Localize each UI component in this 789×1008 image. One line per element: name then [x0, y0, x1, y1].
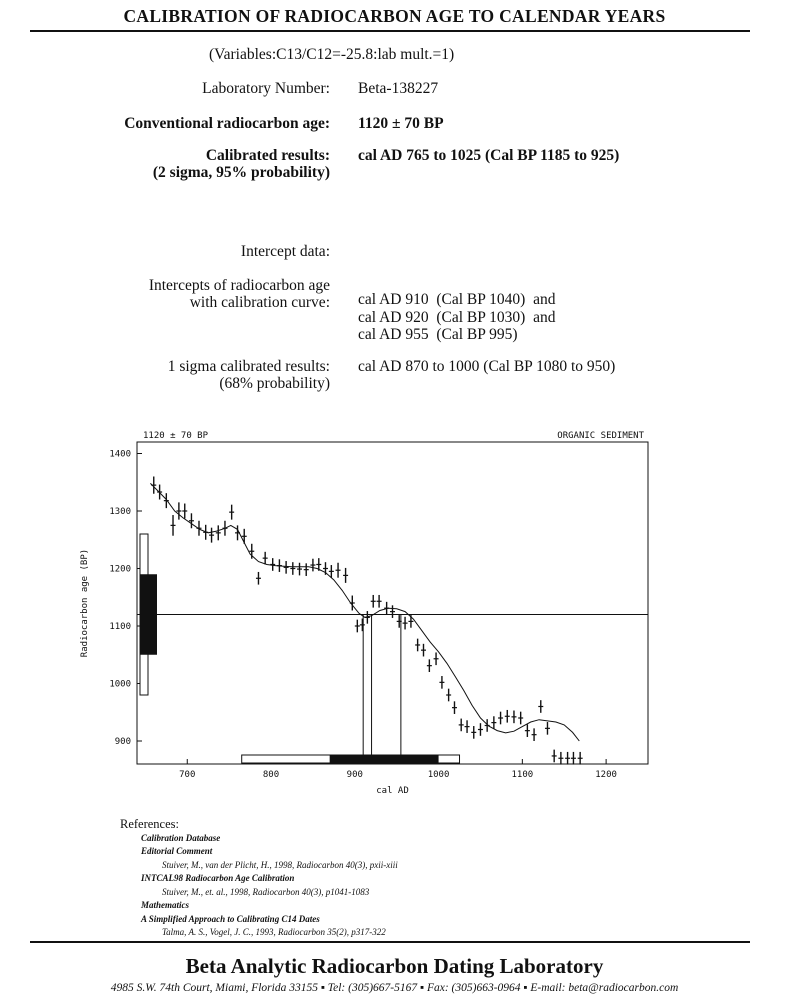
- data-point: [196, 521, 201, 536]
- data-point: [229, 505, 234, 520]
- y-axis-label: Radiocarbon age (BP): [80, 548, 90, 658]
- references-heading: References:: [120, 817, 179, 831]
- plot-frame: [137, 442, 648, 764]
- data-point: [408, 615, 413, 628]
- data-point: [297, 563, 302, 576]
- reference-title: A Simplified Approach to Calibrating C14 Dates: [141, 913, 320, 924]
- intercept-data-label: Intercept data:: [240, 243, 330, 260]
- data-point: [532, 728, 537, 741]
- calibration-chart: [60, 424, 660, 804]
- reference-title: Mathematics: [141, 900, 190, 910]
- references: [120, 818, 398, 940]
- y-tick-label: 1300: [109, 507, 131, 517]
- lab-name: Beta Analytic Radiocarbon Dating Laboratory: [185, 954, 604, 978]
- data-point: [571, 752, 576, 765]
- y-tick-label: 900: [114, 737, 131, 747]
- data-point: [203, 525, 208, 540]
- data-point: [235, 525, 240, 540]
- intercepts-label: Intercepts of radiocarbon age: [148, 277, 330, 294]
- conventional-age-value: 1120 ± 70 BP: [358, 115, 444, 132]
- data-point: [427, 659, 432, 672]
- calibrated-results-value: cal AD 765 to 1025 (Cal BP 1185 to 925): [358, 147, 620, 164]
- data-point: [552, 750, 557, 763]
- reference-title: Editorial Comment: [141, 846, 213, 856]
- calibrated-results-sublabel: (2 sigma, 95% probability): [152, 164, 330, 181]
- data-point: [350, 596, 355, 611]
- sigma1-sublabel: (68% probability): [219, 375, 330, 392]
- data-point: [403, 617, 408, 630]
- data-point: [310, 559, 315, 572]
- data-point: [558, 752, 563, 765]
- data-point: [182, 504, 187, 519]
- data-point: [390, 605, 395, 618]
- data-point: [452, 701, 457, 714]
- reference-citation: Stuiver, M., van der Plicht, H., 1998, Radiocarbon 40(3), pxii-xiii: [162, 859, 398, 870]
- data-point: [270, 558, 275, 571]
- data-point: [323, 562, 328, 575]
- data-point: [439, 676, 444, 689]
- x-tick-label: 700: [179, 770, 196, 780]
- data-point: [525, 724, 530, 737]
- x-tick-label: 1100: [511, 770, 534, 780]
- data-point: [189, 513, 194, 528]
- lab-number-label: Laboratory Number:: [202, 80, 330, 97]
- data-point: [164, 493, 169, 508]
- variables-line: (Variables:C13/C12=-25.8:lab mult.=1): [209, 46, 455, 63]
- chart-header-left: 1120 ± 70 BP: [143, 431, 209, 441]
- data-point: [343, 568, 348, 583]
- data-point: [209, 528, 214, 543]
- lab-address: 4985 S.W. 74th Court, Miami, Florida 33155 ▪ Tel: (305)667-5167 ▪ Fax: (305)663-0964 ▪ E-mail: beta@radiocarbon.com: [110, 982, 679, 994]
- data-point: [465, 720, 470, 733]
- data-point: [284, 561, 289, 574]
- data-point: [565, 752, 570, 765]
- intercepts-sublabel: with calibration curve:: [189, 294, 330, 311]
- data-point: [157, 485, 162, 500]
- data-point: [578, 752, 583, 765]
- y-tick-label: 1400: [109, 449, 131, 460]
- x-tick-label: 900: [346, 770, 363, 780]
- reference-title: INTCAL98 Radiocarbon Age Calibration: [141, 873, 295, 883]
- data-point: [360, 619, 365, 632]
- y-tick-label: 1200: [109, 564, 131, 575]
- calibrated-results-label: Calibrated results:: [205, 147, 330, 164]
- page-title: CALIBRATION OF RADIOCARBON AGE TO CALENDAR YEARS: [123, 6, 666, 26]
- reference-citation: Stuiver, M., et. al., 1998, Radiocarbon 40(3), p1041-1083: [162, 886, 370, 897]
- data-point: [415, 639, 420, 652]
- intercept-value-3: cal AD 955 (Cal BP 995): [358, 326, 518, 343]
- data-point: [498, 712, 503, 725]
- data-point: [304, 563, 309, 576]
- data-point: [256, 572, 261, 585]
- data-point: [505, 710, 510, 723]
- data-point: [355, 620, 360, 633]
- data-point: [478, 723, 483, 736]
- conventional-age-label: Conventional radiocarbon age:: [124, 115, 330, 132]
- intercept-value-2: cal AD 920 (Cal BP 1030) and: [358, 309, 556, 326]
- data-point: [171, 515, 176, 536]
- x-tick-label: 1200: [595, 770, 617, 780]
- data-point: [263, 552, 268, 565]
- reference-citation: Talma, A. S., Vogel, J. C., 1993, Radiocarbon 35(2), p317-322: [162, 927, 386, 937]
- chart-header-right: ORGANIC SEDIMENT: [557, 431, 644, 441]
- data-point: [459, 719, 464, 732]
- data-point: [371, 595, 376, 608]
- data-point: [242, 529, 247, 544]
- lab-number-value: Beta-138227: [358, 80, 439, 97]
- data-point: [434, 652, 439, 665]
- data-point: [421, 644, 426, 657]
- data-point: [384, 602, 389, 615]
- x-tick-label: 800: [262, 770, 280, 780]
- y-tick-label: 1100: [109, 622, 131, 632]
- reference-title: Calibration Database: [141, 832, 221, 843]
- data-point: [538, 700, 543, 713]
- data-point: [377, 595, 382, 608]
- data-point: [176, 502, 181, 519]
- x-axis-label: cal AD: [376, 786, 409, 796]
- data-point: [511, 711, 516, 724]
- data-point: [471, 726, 476, 739]
- footer-divider: [30, 941, 750, 943]
- data-point: [518, 712, 523, 725]
- title-divider: [30, 30, 750, 32]
- sigma1-value: cal AD 870 to 1000 (Cal BP 1080 to 950): [358, 358, 616, 375]
- data-point: [277, 559, 282, 572]
- data-point: [365, 611, 370, 624]
- y-tick-label: 1000: [109, 679, 131, 690]
- data-point: [151, 477, 156, 494]
- calib-1sigma-bar: [330, 755, 439, 763]
- data-point: [545, 722, 550, 735]
- data-point: [485, 719, 490, 732]
- data-point: [491, 716, 496, 729]
- data-point: [290, 562, 295, 575]
- data-point: [446, 689, 451, 702]
- data-point: [216, 525, 221, 540]
- calibration-curve: [150, 483, 579, 741]
- data-point: [336, 563, 341, 578]
- intercept-value-1: cal AD 910 (Cal BP 1040) and: [358, 291, 556, 308]
- sigma1-label: 1 sigma calibrated results:: [167, 358, 330, 375]
- x-tick-label: 1000: [427, 770, 450, 780]
- data-point: [222, 521, 227, 536]
